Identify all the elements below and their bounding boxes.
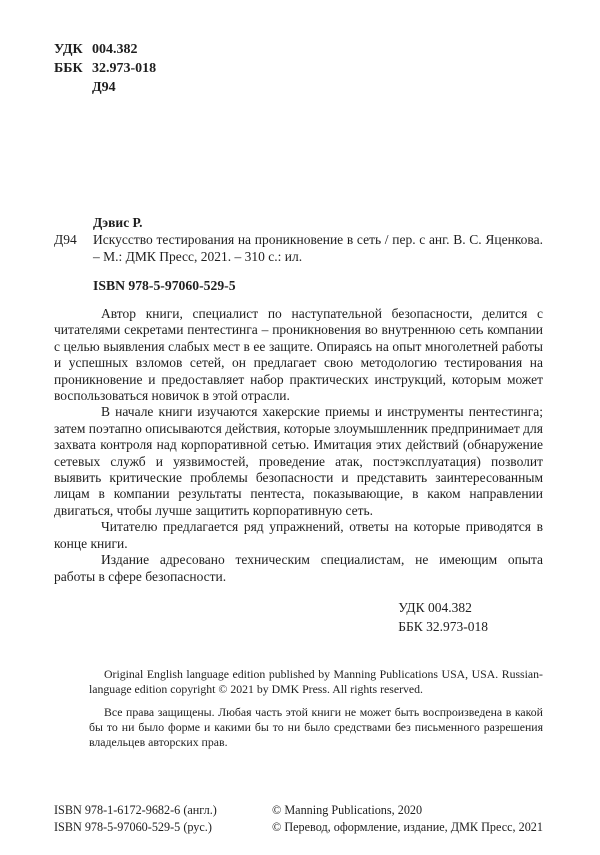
annotation-paragraph: В начале книги изучаются хакерские приемы и инструменты пентестинга; затем поэтапно описываются действия, которые злоумышленник предпринимает для захвата контроля над корпоративной сетью. Имитация этих действий (обнаружение сетевых служб и уязвимостей, проведение атак, постэксплуатация) позволит выявить критические проблемы безопасности и представить заинтересованным лицам в компании результаты пентеста, показывающие, в каком направлении двигаться, чтобы лучше защитить корпоративную сеть. [54,404,543,518]
bbk-value: 32.973-018 [92,61,157,76]
legal-block [89,667,543,750]
bbk-row [54,59,543,78]
annotation-paragraph: Читателю предлагается ряд упражнений, ответы на которые приводятся в конце книги. [54,519,543,551]
catalog-entry-text: Искусство тестирования на проникновение в сеть / пер. с анг. В. С. Яценкова. – М.: ДМК Пресс, 2021. – 310 с.: ил. [93,232,543,264]
legal-paragraph: Original English language edition published by Manning Publications USA, USA. Russian-language edition copyright © 2021 by DMK Press. All rights reserved. [89,666,543,696]
legal-paragraph: Все права защищены. Любая часть этой книги не может быть воспроизведена в какой бы то ни было форме и какими бы то ни было средствами без письменного разрешения владельцев авторских прав. [89,704,543,749]
isbn-main: ISBN 978-5-97060-529-5 [93,278,236,293]
isbn-english: ISBN 978-1-6172-9682-6 (англ.) [54,802,217,817]
udk-value: 004.382 [92,42,138,57]
udk-row [54,40,543,59]
udk-repeat: УДК 004.382 [398,599,472,615]
classification-repeat-block [398,598,488,636]
annotation-block [54,306,543,585]
footer-block [54,802,543,837]
udk-label: УДК [54,42,83,57]
annotation-paragraph: Автор книги, специалист по наступательной безопасности, делится с читателями секретами пентестинга – проникновения во внутреннюю сеть компании с целью выявления слабых мест в ее защите. Опираясь на опыт многолетней работы и успешных взломов сетей, он предлагает свою методологию тестирования на проникновение и предоставляет набор практических инструкций, которым может воспользоваться новичок в этой отрасли. [54,306,543,404]
footer-copyright-column [272,802,543,837]
author-code-row [54,78,543,97]
isbn-russian: ISBN 978-5-97060-529-5 (рус.) [54,820,212,835]
bbk-label: ББК [54,61,83,76]
bibliographic-record [54,214,543,294]
book-author: Дэвис Р. [93,215,143,230]
classification-block [54,40,543,97]
catalog-entry [54,231,543,265]
catalog-code: Д94 [54,232,77,247]
annotation-paragraph: Издание адресовано техническим специалистам, не имеющим опыта работы в сфере безопасности. [54,552,543,584]
copyright-dmk: © Перевод, оформление, издание, ДМК Пресс, 2021 [272,820,543,835]
footer-isbn-column [54,802,217,837]
copyright-manning: © Manning Publications, 2020 [272,802,423,817]
bbk-repeat: ББК 32.973-018 [398,618,488,634]
author-code: Д94 [92,80,116,95]
